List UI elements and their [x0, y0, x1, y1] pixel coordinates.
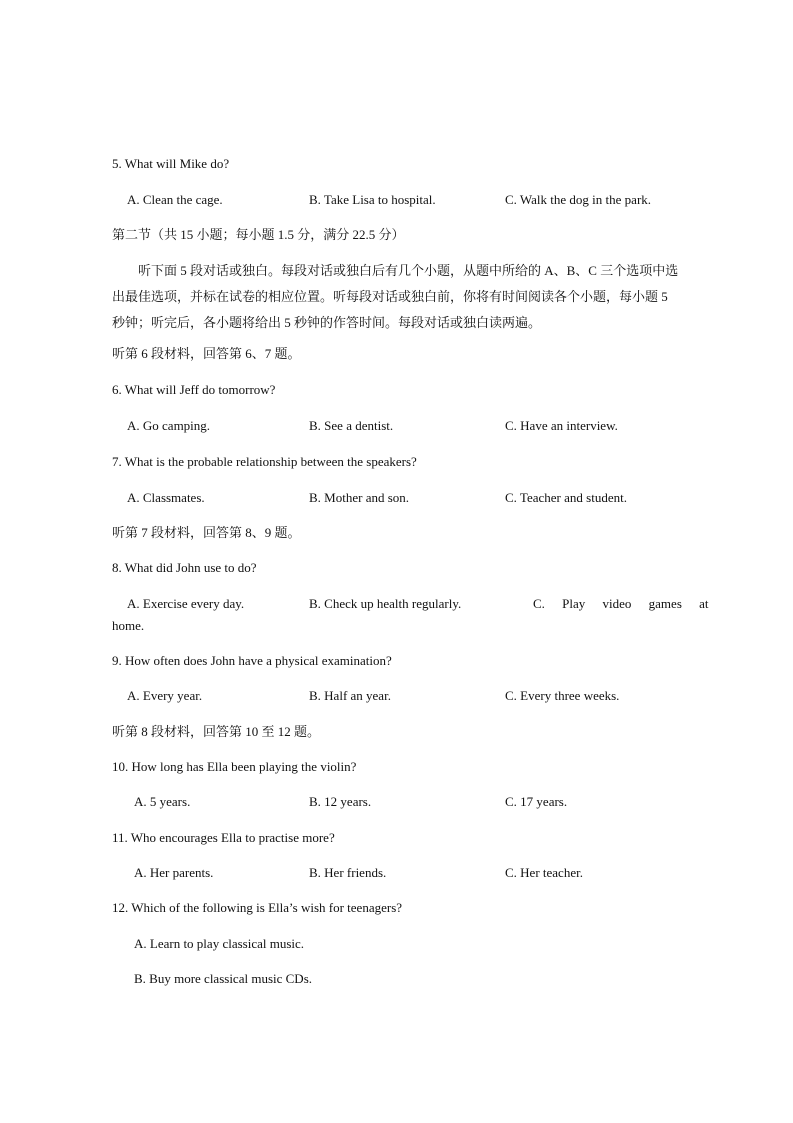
q9-option-b: B. Half an year. — [309, 688, 391, 703]
material-7-label: 听第 7 段材料，回答第 8、9 题。 — [112, 525, 301, 540]
section-heading: 第二节（共 15 小题；每小题 1.5 分，满分 22.5 分） — [112, 227, 405, 242]
section-instructions — [112, 258, 682, 336]
question-8: 8. What did John use to do? — [112, 560, 257, 575]
q6-option-c: C. Have an interview. — [505, 418, 618, 433]
q10-option-a: A. 5 years. — [134, 794, 191, 809]
q11-option-a: A. Her parents. — [134, 865, 214, 880]
q7-option-a: A. Classmates. — [127, 490, 205, 505]
q12-option-b: B. Buy more classical music CDs. — [134, 971, 313, 986]
question-5: 5. What will Mike do? — [112, 156, 230, 171]
question-7: 7. What is the probable relationship between the speakers? — [112, 454, 417, 469]
q6-option-b: B. See a dentist. — [309, 418, 394, 433]
q10-option-b: B. 12 years. — [309, 794, 372, 809]
question-10: 10. How long has Ella been playing the violin? — [112, 759, 357, 774]
q12-option-a: A. Learn to play classical music. — [134, 936, 305, 951]
question-9: 9. How often does John have a physical examination? — [112, 653, 392, 668]
q8-option-c-continued: home. — [112, 618, 145, 633]
material-8-label: 听第 8 段材料，回答第 10 至 12 题。 — [112, 724, 321, 739]
q11-option-b: B. Her friends. — [309, 865, 387, 880]
q7-option-b: B. Mother and son. — [309, 490, 410, 505]
material-6-label: 听第 6 段材料，回答第 6、7 题。 — [112, 346, 301, 361]
q8-option-c: C. Play video games at — [533, 596, 709, 611]
instructions-text: 听下面 5 段对话或独白。每段对话或独白后有几个小题，从题中所给的 A、B、C 三个选项中选出最佳选项，并标在试卷的相应位置。听每段对话或独白前，你将有时间阅读各个小题，每小题 5 秒钟；听完后，各小题将给出 5 秒钟的作答时间。每段对话或独白读两遍。 — [112, 263, 679, 330]
q9-option-a: A. Every year. — [127, 688, 203, 703]
question-6: 6. What will Jeff do tomorrow? — [112, 382, 276, 397]
q5-option-a: A. Clean the cage. — [127, 192, 223, 207]
question-11: 11. Who encourages Ella to practise more? — [112, 830, 335, 845]
q9-option-c: C. Every three weeks. — [505, 688, 620, 703]
q7-option-c: C. Teacher and student. — [505, 490, 627, 505]
question-12: 12. Which of the following is Ella’s wish for teenagers? — [112, 900, 403, 915]
q11-option-c: C. Her teacher. — [505, 865, 583, 880]
q5-option-b: B. Take Lisa to hospital. — [309, 192, 436, 207]
q8-option-a: A. Exercise every day. — [127, 596, 245, 611]
q5-option-c: C. Walk the dog in the park. — [505, 192, 652, 207]
q6-option-a: A. Go camping. — [127, 418, 211, 433]
q10-option-c: C. 17 years. — [505, 794, 568, 809]
q8-option-b: B. Check up health regularly. — [309, 596, 462, 611]
